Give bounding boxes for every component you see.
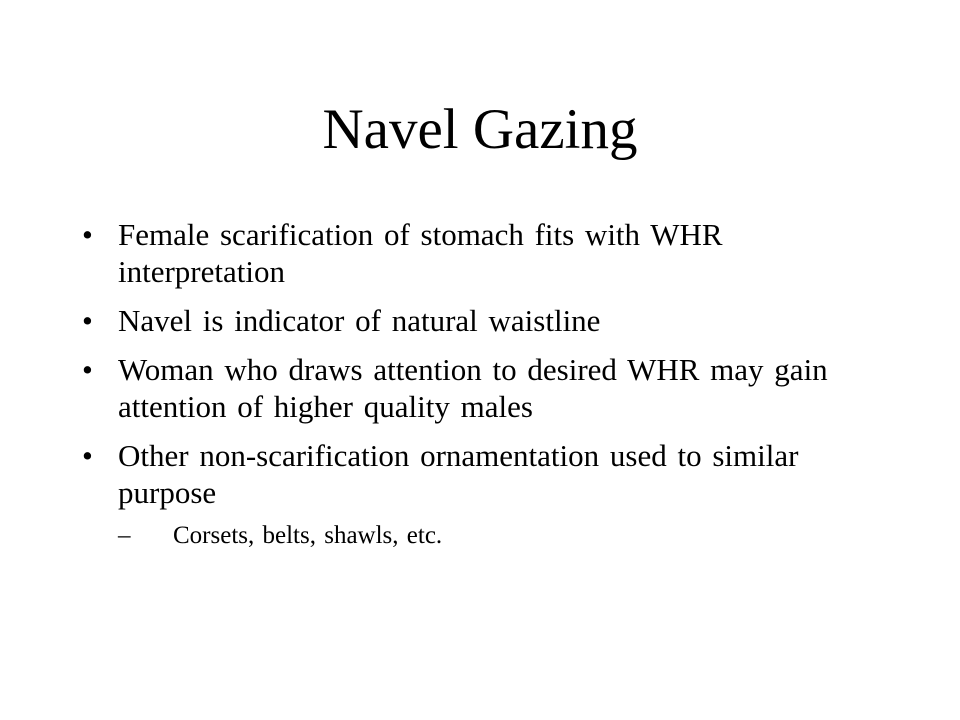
sub-bullet-text: Corsets, belts, shawls, etc. [173,522,443,549]
bullet-text: Woman who draws attention to desired WHR may gain attention of higher quality males [118,352,828,424]
bullet-marker: • [82,352,93,387]
bullet-marker: • [82,438,93,473]
sub-bullet-marker: – [118,522,131,549]
bullet-item [80,351,880,425]
bullet-item [80,437,880,511]
sub-bullet-item [118,521,880,551]
bullet-text: Female scarification of stomach fits with WHR interpretation [118,217,723,289]
bullet-text: Other non-scarification ornamentation used to similar purpose [118,438,799,510]
bullet-item [80,302,880,339]
slide-title: Navel Gazing [322,98,638,161]
bullet-text: Navel is indicator of natural waistline [118,303,601,338]
bullet-marker: • [82,217,93,252]
bullet-list [80,216,880,551]
bullet-marker: • [82,303,93,338]
bullet-item [80,216,880,290]
